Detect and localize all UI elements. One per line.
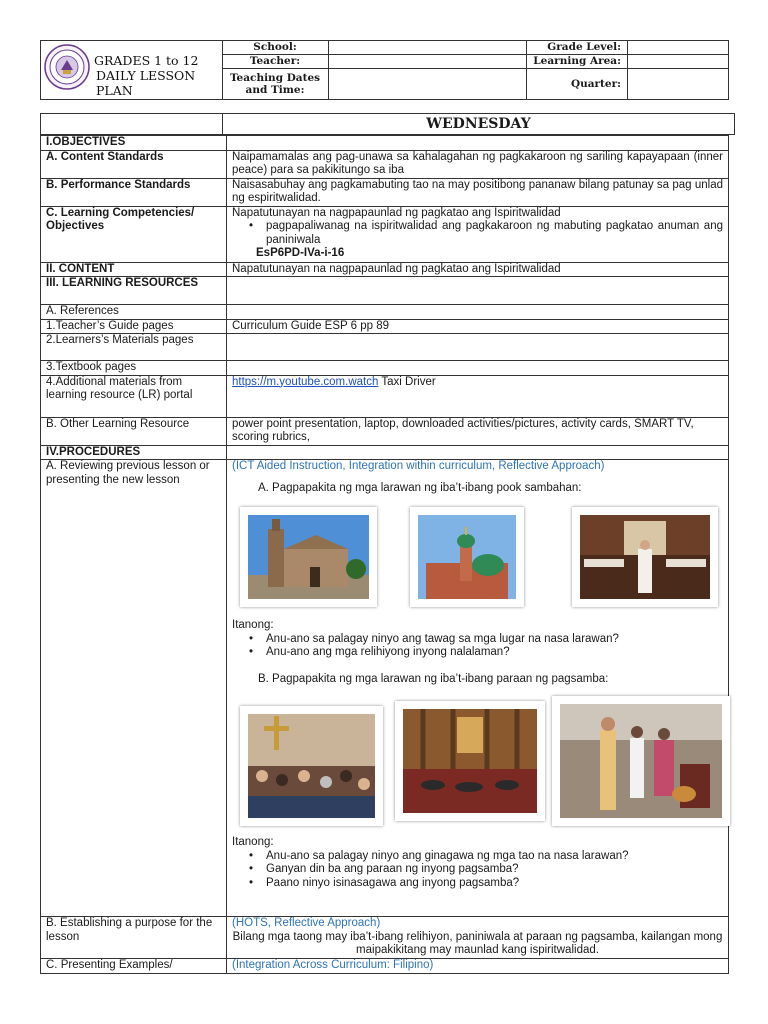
congregation-icon <box>248 714 375 818</box>
competencies-label: C. Learning Competencies/ Objectives <box>41 206 227 262</box>
header-title-block <box>41 41 223 99</box>
day-title: WEDNESDAY <box>426 116 531 132</box>
competency-code: EsP6PD-IVa-i-16 <box>256 247 345 259</box>
question-5: • Paano ninyo isinasagawa ang inyong pagsamba? <box>266 877 723 891</box>
lr-portal-label: 4.Additional materials from learning resource (LR) portal <box>41 375 227 417</box>
competency-text: Napatutunayan na nagpapaunlad ng pagkatao ang Ispiritwalidad <box>232 206 561 219</box>
church-photo <box>240 507 377 607</box>
itanong-2: Itanong: <box>232 836 274 848</box>
competencies-cell <box>227 206 729 262</box>
other-resource-label: B. Other Learning Resource <box>41 417 227 445</box>
objectives-heading-cell <box>227 136 729 151</box>
tg-pages-label: 1.Teacher’s Guide pages <box>41 319 227 334</box>
school-label: School: <box>222 41 329 55</box>
quarter-field[interactable] <box>628 69 729 99</box>
grade-level-label: Grade Level: <box>527 41 628 55</box>
procedure-a-sub-b: B. Pagpapakita ng mga larawan ng iba’t-ibang paraan ng pagsamba: <box>258 672 609 685</box>
question-3: • Anu-ano sa palagay ninyo ang ginagawa ng mga tao na nasa larawan? <box>266 850 723 864</box>
school-field[interactable] <box>329 41 527 55</box>
header-fields <box>222 41 728 99</box>
procedures-heading-cell <box>227 445 729 460</box>
textbook-pages-label: 3.Textbook pages <box>41 361 227 376</box>
content-heading: II. CONTENT <box>41 262 227 277</box>
congregation-photo <box>240 706 383 826</box>
procedure-a-cell <box>227 460 729 917</box>
teacher-field[interactable] <box>329 55 527 69</box>
title-line-3: PLAN <box>96 83 133 98</box>
references-label: A. References <box>41 305 227 320</box>
resources-heading-cell <box>227 277 729 305</box>
procedure-a-approach: (ICT Aided Instruction, Integration within curriculum, Reflective Approach) <box>232 460 605 472</box>
procedure-a-sub-a: A. Pagpapakita ng mga larawan ng iba’t-ibang pook sambahan: <box>258 481 582 494</box>
teacher-label: Teacher: <box>222 55 329 69</box>
procedure-b-label: B. Establishing a purpose for the lesson <box>41 917 227 959</box>
worship-ways-images <box>232 696 723 830</box>
procedure-b-text: Bilang mga taong may iba’t-ibang relihiyon, paniniwala at paraan ng pagsamba, kailangan mong maipakikitang may maunlad kang ispiritwalidad. <box>232 930 723 956</box>
dlp-header <box>40 40 729 100</box>
learning-area-label: Learning Area: <box>527 55 628 69</box>
lr-portal-cell <box>227 375 729 417</box>
procedures-heading: IV.PROCEDURES <box>41 445 227 460</box>
resources-heading: III. LEARNING RESOURCES <box>41 277 227 305</box>
question-4: • Ganyan din ba ang paraan ng inyong pagsamba? <box>266 863 723 877</box>
day-bar <box>40 113 735 135</box>
worship-singing-photo <box>552 696 730 826</box>
teaching-dates-field[interactable] <box>329 69 527 99</box>
competency-bullet: • pagpapaliwanag na ispiritwalidad ang pagkakaroon ng mabuting pagkatao anuman ang paniniwala <box>266 220 723 247</box>
performance-standards-label: B. Performance Standards <box>41 178 227 206</box>
day-bar-spacer <box>41 114 223 134</box>
teaching-dates-label: Teaching Dates and Time: <box>222 69 329 99</box>
dlp-title <box>94 53 198 98</box>
procedure-c-approach: (Integration Across Curriculum: Filipino) <box>227 959 729 974</box>
prayer-hall-photo <box>395 701 545 821</box>
content-standards-label: A. Content Standards <box>41 150 227 178</box>
content-value: Napatutunayan na nagpapaunlad ng pagkatao ang Ispiritwalidad <box>227 262 729 277</box>
lr-portal-text: Taxi Driver <box>378 375 436 388</box>
worship-places-images <box>232 507 723 611</box>
quarter-label: Quarter: <box>527 69 628 99</box>
objectives-heading: I.OBJECTIVES <box>41 136 227 151</box>
question-2: • Anu-ano ang mga relihiyong inyong nalalaman? <box>266 646 723 660</box>
lesson-plan-table <box>40 135 729 974</box>
deped-seal-icon <box>44 44 90 90</box>
title-line-1: GRADES 1 to 12 <box>94 53 199 68</box>
chapel-interior-icon <box>580 515 710 599</box>
singing-congregation-icon <box>560 704 722 818</box>
other-resource-value: power point presentation, laptop, downloaded activities/pictures, activity cards, SMART TV, scoring rubrics, <box>227 417 729 445</box>
lm-pages-label: 2.Learners’s Materials pages <box>41 334 227 361</box>
prayer-hall-icon <box>403 709 537 813</box>
mosque-icon <box>418 515 516 599</box>
procedure-b-approach: (HOTS, Reflective Approach) <box>232 917 381 929</box>
question-1: • Anu-ano sa palagay ninyo ang tawag sa mga lugar na nasa larawan? <box>266 633 723 647</box>
mosque-photo <box>410 507 524 607</box>
lm-pages-value <box>227 334 729 361</box>
performance-standards-value: Naisasabuhay ang pagkamabuting tao na may positibong pananaw bilang patunay sa pag unlad ng espiritwalidad. <box>227 178 729 206</box>
old-church-icon <box>248 515 369 599</box>
title-line-2: DAILY LESSON <box>96 68 196 83</box>
tg-pages-value: Curriculum Guide ESP 6 pp 89 <box>227 319 729 334</box>
choir-chapel-photo <box>572 507 718 607</box>
content-standards-value: Naipamamalas ang pag-unawa sa kahalagahan ng pagkakaroon ng sariling kapayapaan (inner peace) para sa pakikitungo sa iba <box>227 150 729 178</box>
youtube-link[interactable]: https://m.youtube.com.watch <box>232 375 379 388</box>
grade-level-field[interactable] <box>628 41 729 55</box>
references-cell <box>227 305 729 320</box>
procedure-c-label: C. Presenting Examples/ <box>41 959 227 974</box>
procedure-a-label: A. Reviewing previous lesson or presenting the new lesson <box>41 460 227 917</box>
learning-area-field[interactable] <box>628 55 729 69</box>
itanong-1: Itanong: <box>232 619 274 631</box>
procedure-b-cell <box>227 917 729 959</box>
textbook-pages-value <box>227 361 729 376</box>
